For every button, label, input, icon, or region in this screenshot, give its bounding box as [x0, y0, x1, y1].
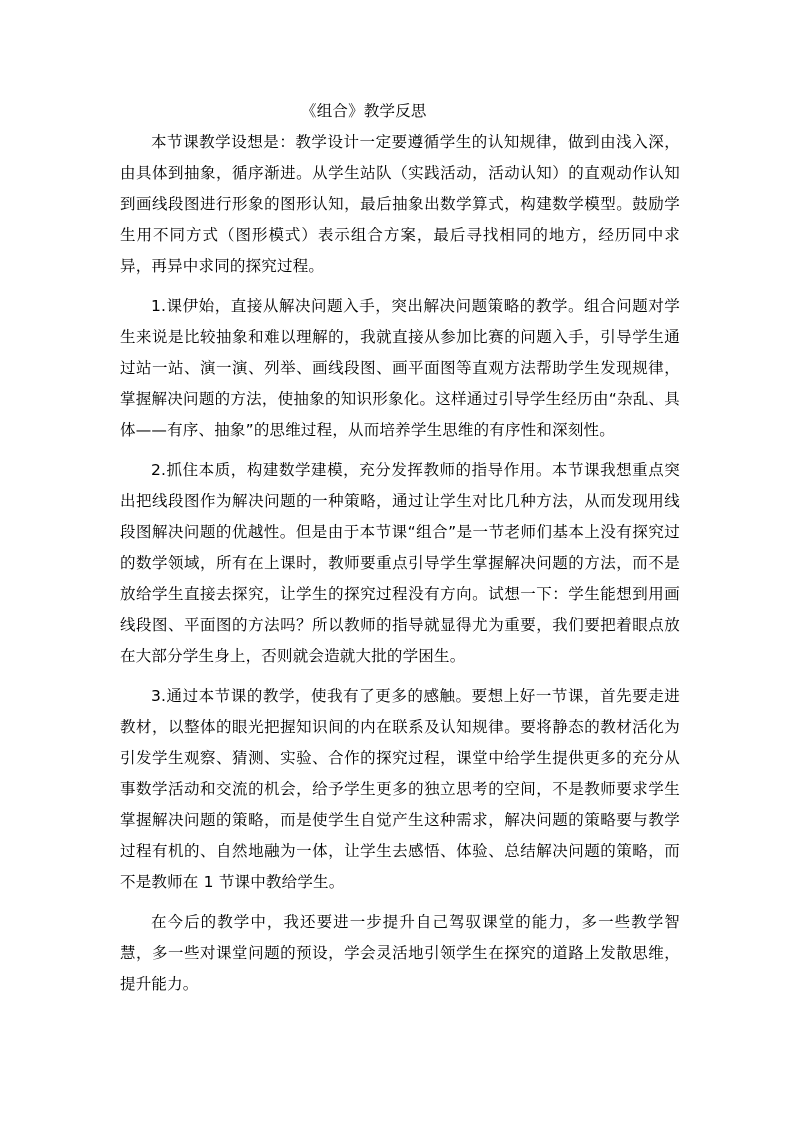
intro-paragraph: 本节课教学设想是：教学设计一定要遵循学生的认知规律，做到由浅入深，由具体到抽象，循序渐进。从学生站队（实践活动，活动认知）的直观动作认知到画线段图进行形象的图形认知，最后抽象出数学算式，构建数学模型。鼓励学生用不同方式（图形模式）表示组合方案，最后寻找相同的地方，经历同中求异，再异中求同的探究过程。 — [120, 133, 680, 275]
point-1-paragraph: 1.课伊始，直接从解决问题入手，突出解决问题策略的教学。组合问题对学生来说是比较抽象和难以理解的，我就直接从参加比赛的问题入手，引导学生通过站一站、演一演、列举、画线段图、画平面图等直观方法帮助学生发现规律，掌握解决问题的方法，使抽象的知识形象化。这样通过引导学生经历由“杂乱、具体——有序、抽象”的思维过程，从而培养学生思维的有序性和深刻性。 — [120, 297, 680, 439]
document-body — [120, 96, 680, 1000]
point-3-paragraph: 3.通过本节课的教学，使我有了更多的感触。要想上好一节课，首先要走进教材，以整体的眼光把握知识间的内在联系及认知规律。要将静态的教材活化为引发学生观察、猜测、实验、合作的探究过程，课堂中给学生提供更多的充分从事数学活动和交流的机会，给予学生更多的独立思考的空间，不是教师要求学生掌握解决问题的策略，而是使学生自觉产生这种需求，解决问题的策略要与教学过程有机的、自然地融为一体，让学生去感悟、体验、总结解决问题的策略，而不是教师在 1 节课中教给学生。 — [120, 687, 680, 891]
document-title: 《组合》教学反思 — [301, 102, 427, 120]
closing-paragraph: 在今后的教学中，我还要进一步提升自己驾驭课堂的能力，多一些教学智慧，多一些对课堂问题的预设，学会灵活地引领学生在探究的道路上发散思维，提升能力。 — [120, 913, 680, 993]
point-2-paragraph: 2.抓住本质，构建数学建模，充分发挥教师的指导作用。本节课我想重点突出把线段图作为解决问题的一种策略，通过让学生对比几种方法，从而发现用线段图解决问题的优越性。但是由于本节课“组合”是一节老师们基本上没有探究过的数学领域，所有在上课时，教师要重点引导学生掌握解决问题的方法，而不是放给学生直接去探究，让学生的探究过程没有方向。试想一下：学生能想到用画线段图、平面图的方法吗？所以教师的指导就显得尤为重要，我们要把着眼点放在大部分学生身上，否则就会造就大批的学困生。 — [120, 461, 680, 665]
